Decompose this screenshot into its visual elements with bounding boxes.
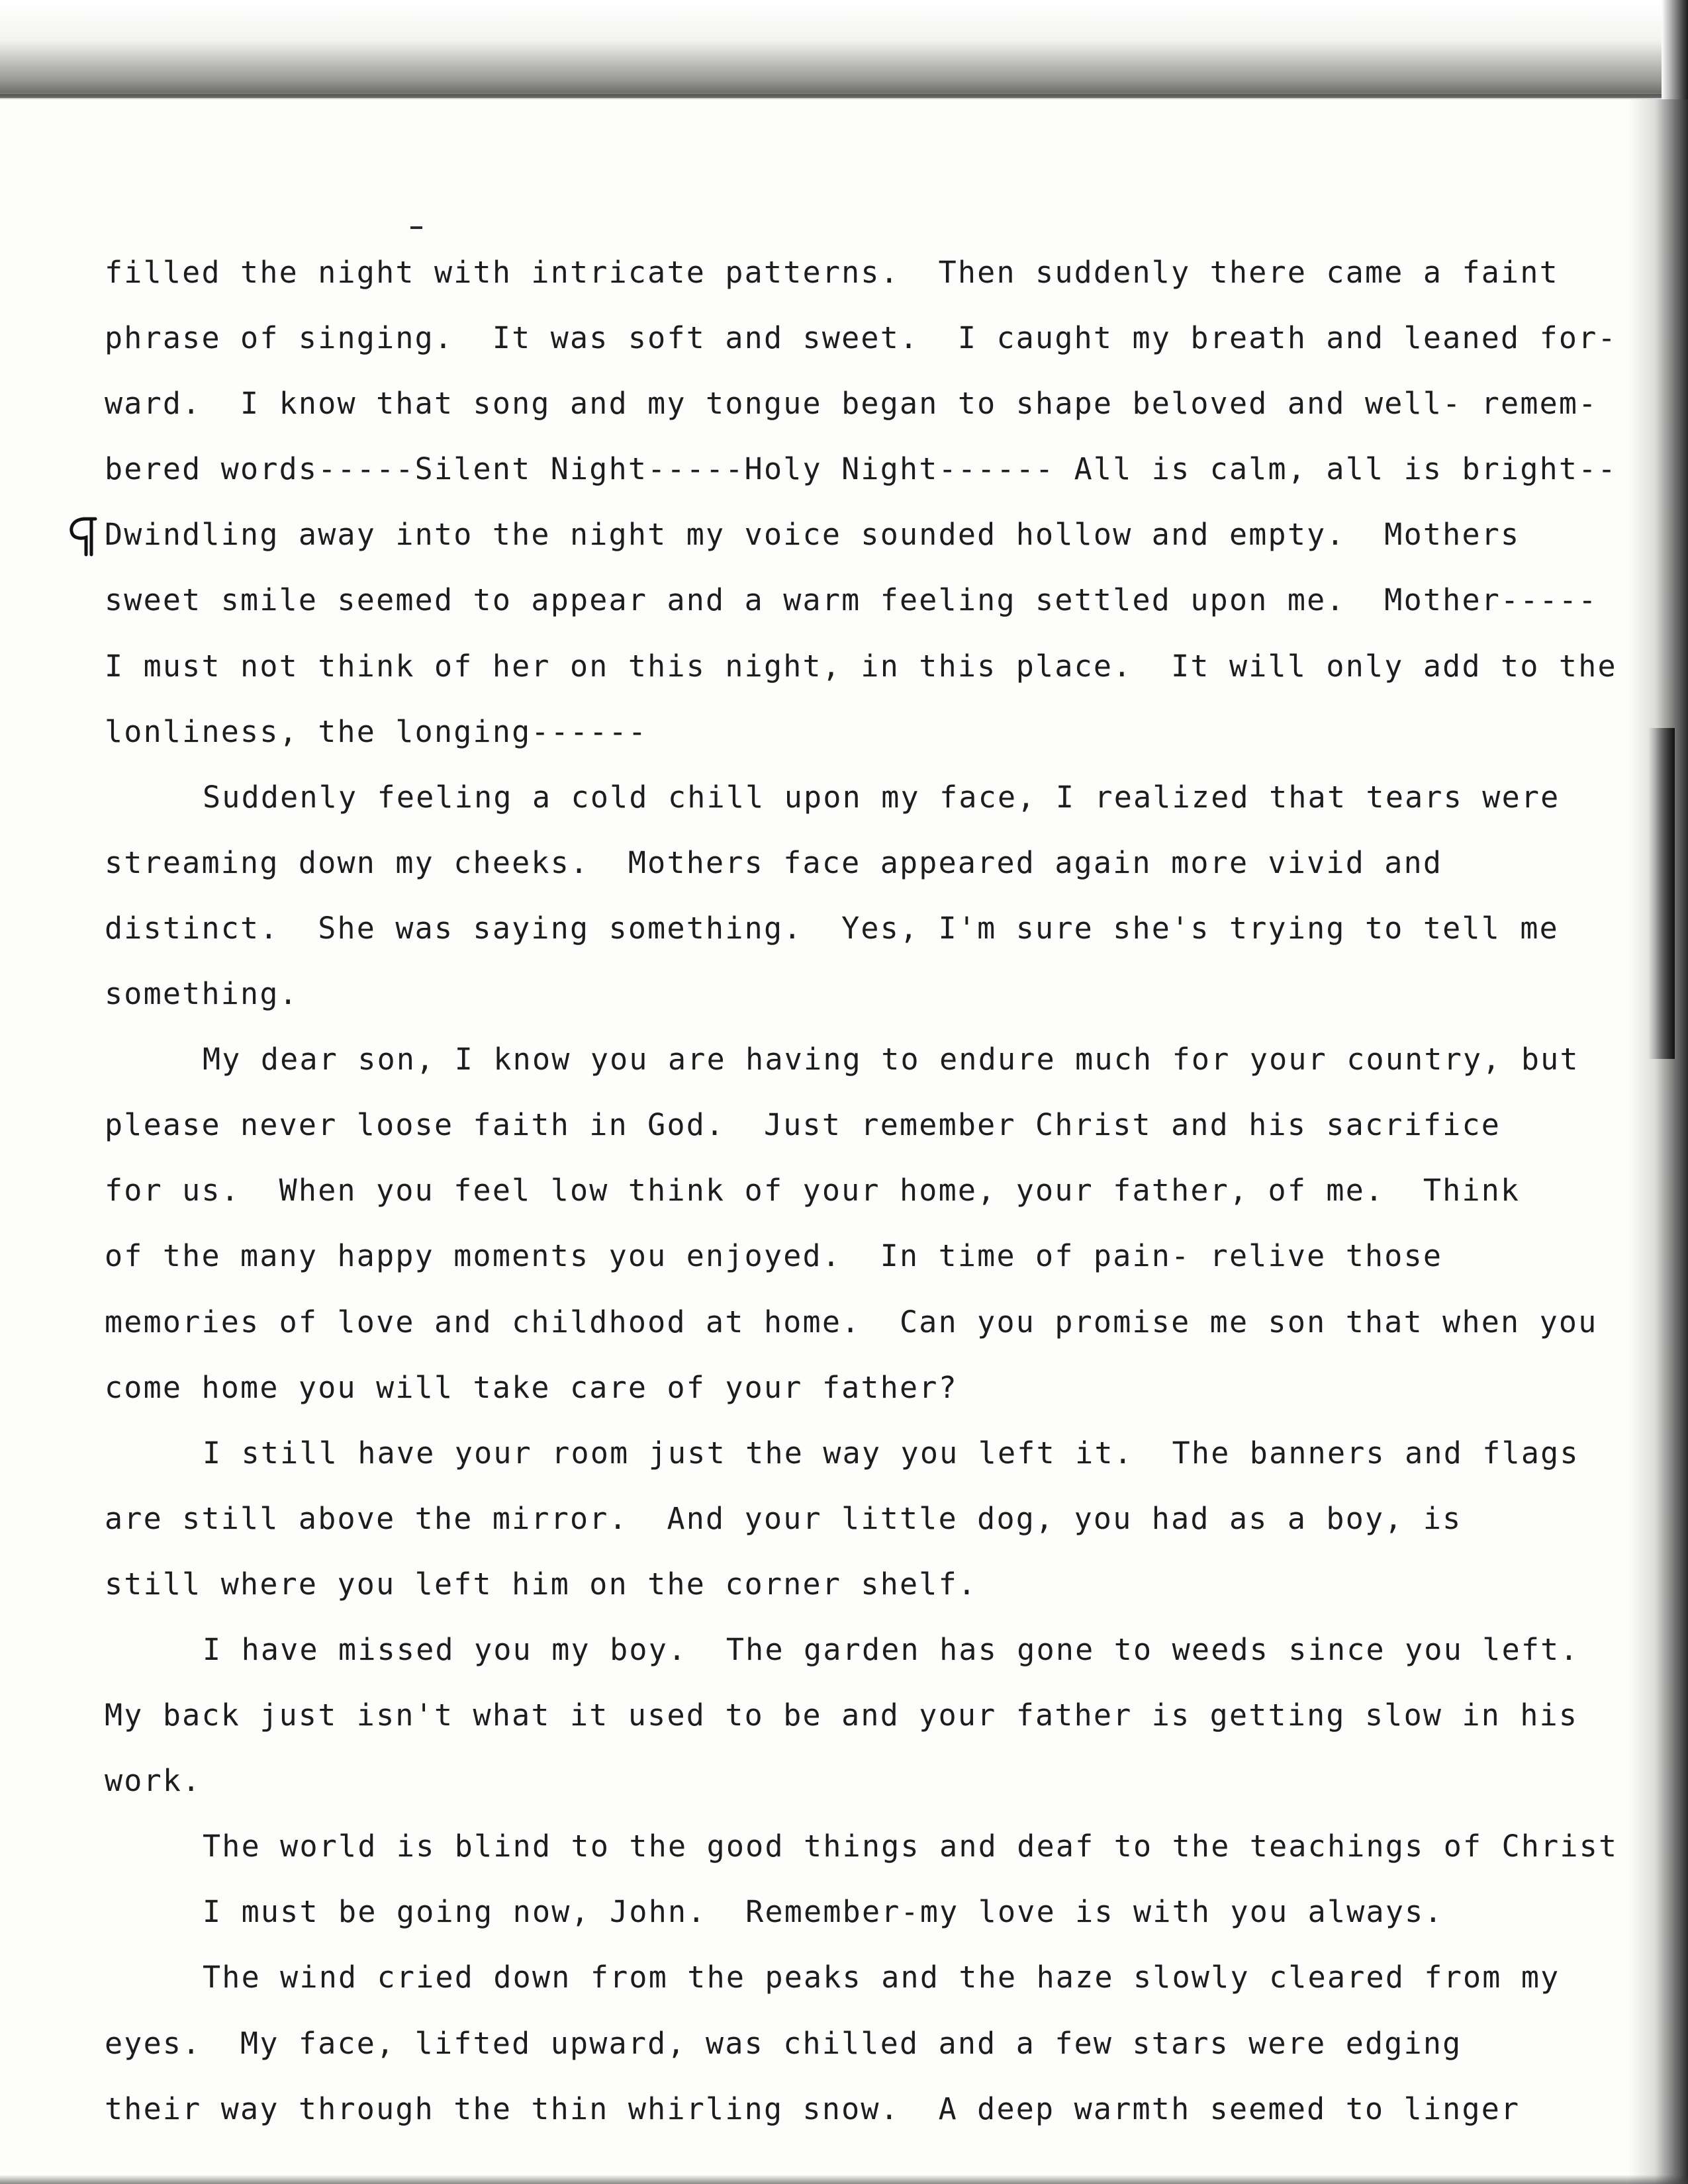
text-line: I must be going now, John. Remember-my love is with you always. <box>203 1894 1444 1930</box>
text-line: ward. I know that song and my tongue began to shape beloved and well- remem- <box>105 386 1598 422</box>
page-top-edge <box>0 0 1688 99</box>
text-line: My back just isn't what it used to be and your father is getting slow in his <box>105 1698 1579 1733</box>
text-line: distinct. She was saying something. Yes, I'm sure she's trying to tell me <box>105 910 1559 946</box>
text-line: I must not think of her on this night, in this place. It will only add to the <box>105 648 1617 684</box>
text-line: Suddenly feeling a cold chill upon my face, I realized that tears were <box>203 779 1560 815</box>
text-line: of the many happy moments you enjoyed. In time of pain- relive those <box>105 1238 1443 1274</box>
text-line: memories of love and childhood at home. Can you promise me son that when you <box>105 1304 1598 1340</box>
text-line: The wind cried down from the peaks and the haze slowly cleared from my <box>203 1960 1560 1995</box>
text-line: still where you left him on the corner shelf. <box>105 1566 978 1602</box>
stray-mark <box>410 226 422 229</box>
text-line: lonliness, the longing------ <box>105 713 648 749</box>
text-line: I have missed you my boy. The garden has gone to weeds since you left. <box>203 1631 1579 1667</box>
page-top-border <box>0 94 1688 98</box>
typewritten-text <box>105 253 1654 2155</box>
text-line: are still above the mirror. And your little dog, you had as a boy, is <box>105 1500 1462 1536</box>
text-line: sweet smile seemed to appear and a warm feeling settled upon me. Mother----- <box>105 582 1598 618</box>
text-line: streaming down my cheeks. Mothers face appeared again more vivid and <box>105 844 1443 880</box>
text-line: I still have your room just the way you left it. The banners and flags <box>203 1435 1579 1471</box>
text-line: come home you will take care of your father? <box>105 1369 958 1405</box>
page-corner-curl <box>1662 0 1688 99</box>
text-line: work. <box>105 1763 202 1799</box>
text-line: The world is blind to the good things and deaf to the teachings of Christ <box>203 1829 1618 1864</box>
paragraph-mark-icon <box>64 514 103 560</box>
page-bottom-edge <box>0 2175 1688 2184</box>
text-line: filled the night with intricate patterns. Then suddenly there came a faint <box>105 255 1559 290</box>
text-line: phrase of singing. It was soft and sweet. I caught my breath and leaned for- <box>105 320 1617 356</box>
text-line: their way through the thin whirling snow. A deep warmth seemed to linger <box>105 2091 1521 2126</box>
text-line: something. <box>105 976 299 1012</box>
text-line: bered words-----Silent Night-----Holy Night------ All is calm, all is bright-- <box>105 451 1617 487</box>
text-line: eyes. My face, lifted upward, was chilled and a few stars were edging <box>105 2025 1462 2061</box>
text-line: please never loose faith in God. Just remember Christ and his sacrifice <box>105 1107 1501 1143</box>
text-line: for us. When you feel low think of your home, your father, of me. Think <box>105 1173 1521 1208</box>
text-line: Dwindling away into the night my voice sounded hollow and empty. Mothers <box>105 517 1521 553</box>
text-line: My dear son, I know you are having to endure much for your country, but <box>203 1042 1579 1077</box>
